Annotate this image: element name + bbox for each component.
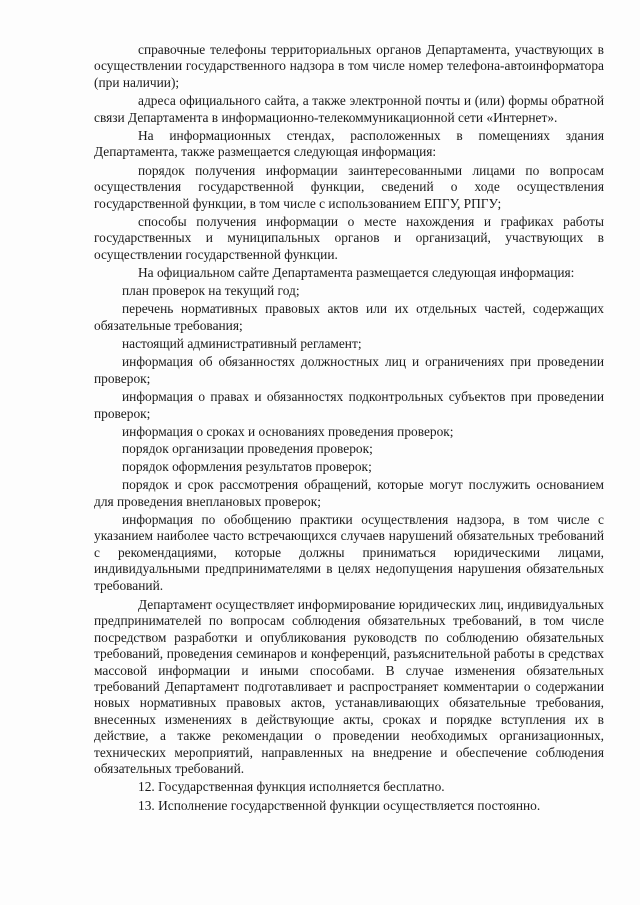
paragraph-info-stands: На информационных стендах, расположенных в помещениях здания Департамента, также размещается следующая информация: <box>94 128 604 160</box>
list-item-regulation: настоящий административный регламент; <box>122 335 362 351</box>
list-item-subjects-rights: информация о правах и обязанностях подконтрольных субъектов при проведении проверок; <box>94 389 604 421</box>
list-item-practice-summary: информация по обобщению практики осуществления надзора, в том числе с указанием наиболее часто встречающихся случаев нарушений обязательных требований с рекомендациями, которые должны приниматься юридическими лицами, индивидуальными предпринимателями в целях недопущения нарушения обязательных требований. <box>94 511 604 593</box>
paragraph-department-informing: Департамент осуществляет информирование юридических лиц, индивидуальных предпринимателей по вопросам соблюдения обязательных требований, в том числе посредством разработки и опубликования руководств по соблюдению обязательных требований, проведения семинаров и конференций, разъяснительной работы в средствах массовой информации и иными способами. В случае изменения обязательных требований Департамент подготавливает и распространяет комментарии о содержании новых нормативных правовых актов, устанавливающих обязательные требования, внесенных изменениях в действующие акты, сроках и порядке вступления их в действие, а также рекомендации о проведении необходимых организационных, технических мероприятий, направленных на внедрение и обеспечение соблюдения обязательных требований. <box>94 597 604 777</box>
paragraph-item-12: 12. Государственная функция исполняется бесплатно. <box>138 779 445 795</box>
paragraph-info-methods: способы получения информации о месте нахождения и графиках работы государственных и муниципальных органов и организаций, участвующих в осуществлении государственной функции. <box>94 214 604 262</box>
list-item-terms-grounds: информация о сроках и основаниях проведения проверок; <box>122 423 454 439</box>
paragraph-official-site: На официальном сайте Департамента размещается следующая информация: <box>138 265 575 281</box>
document-body <box>94 42 604 814</box>
list-item-inspection-plan: план проверок на текущий год; <box>122 282 300 298</box>
list-item-appeals: порядок и срок рассмотрения обращений, которые могут послужить основанием для проведения внеплановых проверок; <box>94 477 604 509</box>
list-item-results: порядок оформления результатов проверок; <box>122 458 372 474</box>
paragraph-website-addresses: адреса официального сайта, а также электронной почты и (или) формы обратной связи Департамента в информационно-телекоммуникационной сети «Интернет». <box>94 93 604 125</box>
paragraph-info-procedure: порядок получения информации заинтересованными лицами по вопросам осуществления государственной функции, сведений о ходе осуществления государственной функции, в том числе с использованием ЕПГУ, РПГУ; <box>94 162 604 211</box>
list-item-legal-acts: перечень нормативных правовых актов или их отдельных частей, содержащих обязательные требования; <box>94 301 604 333</box>
list-item-organization: порядок организации проведения проверок; <box>122 441 373 457</box>
list-item-officials-duties: информация об обязанностях должностных лиц и ограничениях при проведении проверок; <box>94 354 604 386</box>
paragraph-reference-phones: справочные телефоны территориальных органов Департамента, участвующих в осуществлении государственного надзора в том числе номер телефона-автоинформатора (при наличии); <box>94 42 604 90</box>
paragraph-item-13: 13. Исполнение государственной функции осуществляется постоянно. <box>138 797 541 813</box>
